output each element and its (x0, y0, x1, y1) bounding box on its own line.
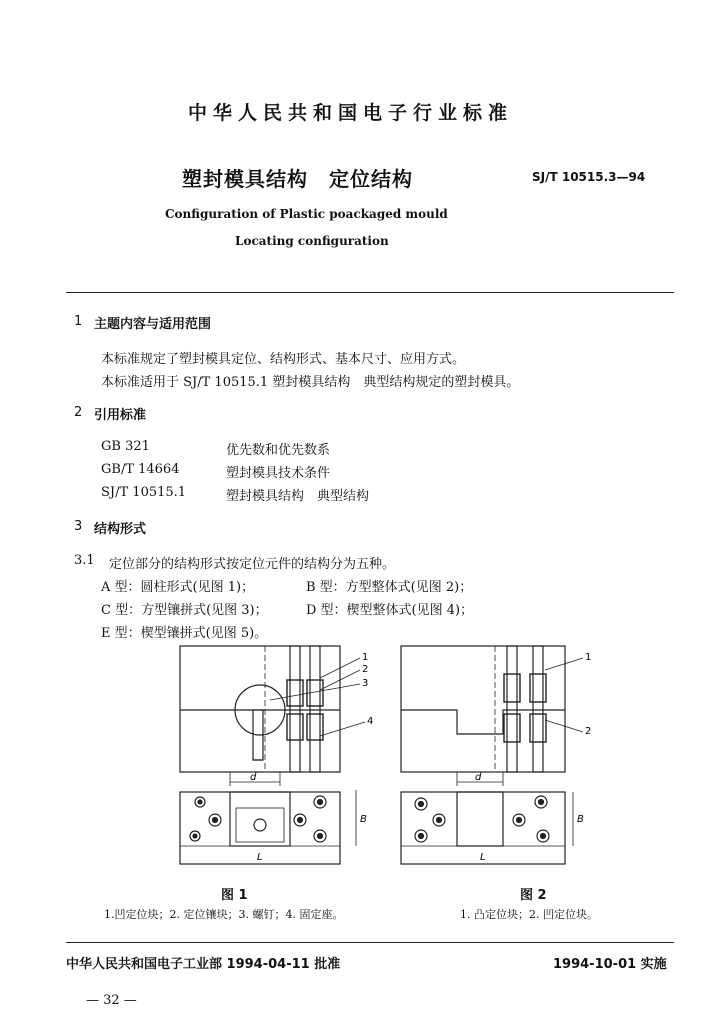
section-1-paragraph-1: 本标准规定了塑封模具定位、结构形式、基本尺寸、应用方式。 (101, 352, 466, 367)
fig1-dim-d-label: d (250, 772, 257, 783)
ref-title: 塑封模具结构 典型结构 (226, 489, 370, 504)
document-title-en-line1: Configuration of Plastic poackaged mould (165, 207, 448, 221)
figure-1-drawing (170, 640, 375, 880)
section-3-heading: 结构形式 (94, 522, 147, 537)
fig1-callout-1: 1 (362, 652, 369, 663)
fig2-dim-d-label: d (475, 772, 482, 783)
header-divider (66, 292, 674, 293)
fig2-center-block (457, 792, 503, 846)
standard-number: SJ/T 10515.3—94 (532, 170, 646, 184)
fig1-fixed-seat-left (287, 680, 303, 706)
type-e: E 型：楔型镶拼式(见图 5)。 (101, 626, 268, 641)
section-2-number: 2 (74, 405, 83, 420)
figure-2-legend: 1. 凸定位块；2. 凹定位块。 (460, 908, 598, 921)
section-3-number: 3 (74, 519, 83, 534)
fig1-dim-L-label: L (257, 852, 263, 863)
fig1-callout-2: 2 (362, 664, 369, 675)
fig2-callout-1: 1 (585, 652, 592, 663)
figure-2-drawing (395, 640, 600, 880)
fig2-female-locator (533, 646, 543, 772)
ref-code: GB/T 14664 (101, 462, 180, 477)
ref-code: SJ/T 10515.1 (101, 485, 187, 500)
figure-1-legend: 1.凹定位块；2. 定位镶块；3. 螺钉；4. 固定座。 (104, 908, 344, 921)
document-title-en-line2: Locating configuration (235, 234, 389, 248)
ref-title: 塑封模具技术条件 (226, 466, 331, 481)
type-d: D 型：楔型整体式(见图 4)； (306, 603, 474, 618)
section-2-heading: 引用标准 (94, 408, 147, 423)
section-1-paragraph-2: 本标准适用于 SJ/T 10515.1 塑封模具结构 典型结构规定的塑封模具。 (101, 375, 520, 390)
ref-code: GB 321 (101, 439, 150, 454)
fig2-dim-L-label: L (480, 852, 486, 863)
fig2-male-locator (507, 646, 517, 772)
standard-category-header: 中华人民共和国电子行业标准 (187, 102, 513, 124)
type-b: B 型：方型整体式(见图 2)； (306, 580, 473, 595)
implementation-date: 1994-10-01 实施 (553, 957, 667, 972)
figure-2-caption: 图 2 (520, 888, 547, 903)
type-a: A 型：圆柱形式(见图 1)； (101, 580, 255, 595)
section-1-number: 1 (74, 314, 83, 329)
page-number: — 32 — (86, 993, 137, 1008)
fig2-dim-B-label: B (577, 814, 584, 825)
fig1-callout-4: 4 (367, 716, 374, 727)
fig1-callout-3: 3 (362, 678, 369, 689)
fig2-callout-2: 2 (585, 726, 592, 737)
section-1-heading: 主题内容与适用范围 (94, 317, 212, 332)
footer-divider (66, 942, 674, 943)
document-title-cn: 塑封模具结构 定位结构 (182, 167, 413, 191)
fig1-mold-outline (180, 646, 340, 772)
figure-1-caption: 图 1 (221, 888, 248, 903)
fig1-dim-B-label: B (360, 814, 367, 825)
subsection-3-1-number: 3.1 (74, 553, 95, 568)
ref-title: 优先数和优先数系 (226, 443, 331, 458)
fig1-locating-insert-left (290, 646, 300, 772)
subsection-3-1-text: 定位部分的结构形式按定位元件的结构分为五种。 (109, 557, 396, 572)
fig1-locating-insert-right (310, 646, 320, 772)
approval-line: 中华人民共和国电子工业部 1994-04-11 批准 (66, 957, 341, 972)
type-c: C 型：方型镶拼式(见图 3)； (101, 603, 268, 618)
fig2-mold-outline (401, 646, 565, 772)
